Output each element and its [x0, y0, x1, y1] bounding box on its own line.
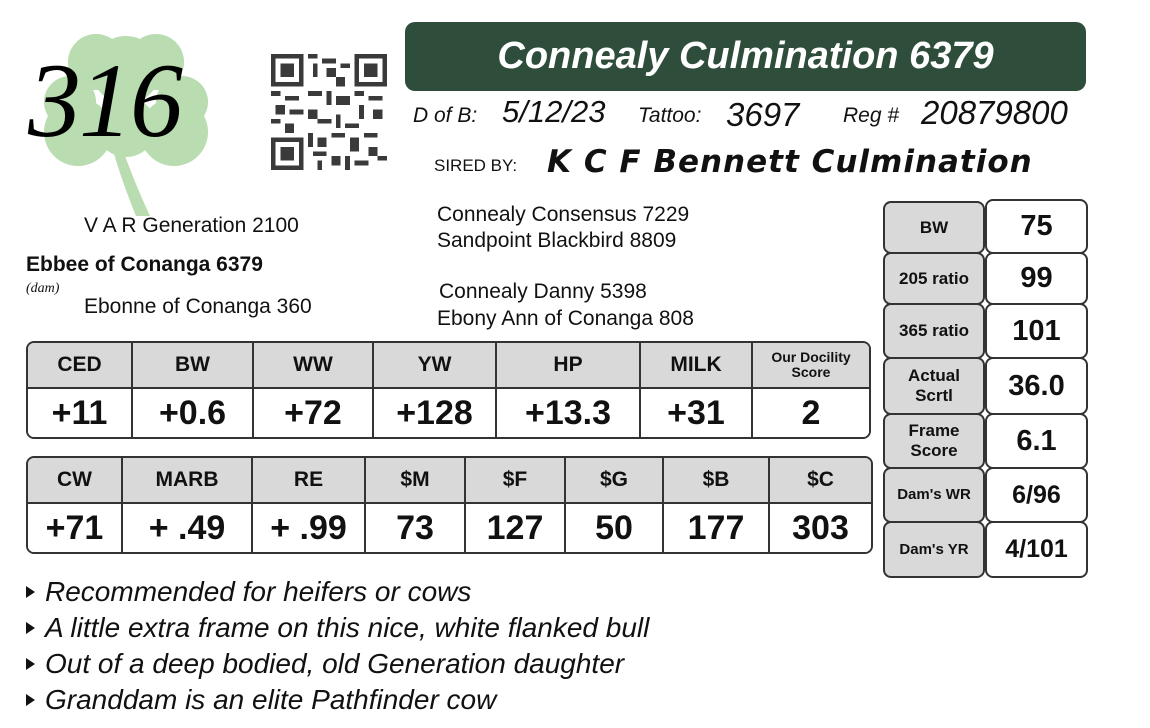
epd-value-b-index: 177: [664, 504, 770, 552]
sire-dam-dam: Ebony Ann of Conanga 808: [437, 307, 694, 330]
animal-name-banner: [405, 22, 1086, 91]
lot-number: 316: [28, 42, 181, 159]
epd-table-2-header: [28, 458, 871, 504]
sire-sire: Connealy Consensus 7229: [437, 203, 690, 226]
dam-name: Ebbee of Conanga 6379: [26, 253, 263, 276]
perf-label-scrotal: Actual Scrtl: [883, 357, 985, 415]
epd-header-c-index: $C: [807, 468, 834, 491]
triangle-bullet-icon: [26, 622, 35, 634]
epd-header-docility: Our Docility Score: [771, 349, 851, 380]
epd-header-m-index: $M: [366, 458, 466, 502]
dob-label: D of B:: [413, 104, 478, 127]
perf-value-205-ratio: 99: [985, 252, 1088, 305]
epd-table-2-values: [28, 504, 871, 552]
sire-dam-sire: Connealy Danny 5398: [439, 280, 647, 303]
dob-value: 5/12/23: [502, 94, 606, 129]
perf-value-dams-yr: 4/101: [985, 521, 1088, 578]
dam-dam: Ebonne of Conanga 360: [84, 295, 312, 318]
note-text: Recommended for heifers or cows: [45, 576, 472, 607]
note-text: A little extra frame on this nice, white flanked bull: [45, 612, 650, 643]
triangle-bullet-icon: [26, 586, 35, 598]
triangle-bullet-icon: [26, 694, 35, 706]
epd-value-m-index: 73: [366, 504, 466, 552]
epd-value-ww: +72: [254, 389, 374, 437]
epd-value-hp: +13.3: [497, 389, 641, 437]
animal-name: Connealy Culmination 6379: [497, 35, 994, 77]
epd-table-1-header: [28, 343, 869, 389]
epd-value-f-index: 127: [466, 504, 566, 552]
sire-name: K C F Bennett Culmination: [547, 144, 1033, 180]
epd-header-g-index: $G: [566, 458, 664, 502]
perf-label-bw: BW: [883, 201, 985, 254]
perf-value-bw: 75: [985, 199, 1088, 254]
reg-label: Reg #: [843, 104, 900, 127]
epd-header-yw: YW: [374, 343, 497, 387]
epd-header-bw: BW: [133, 343, 254, 387]
perf-label-dams-wr: Dam's WR: [883, 467, 985, 523]
sired-by-label: SIRED BY:: [434, 156, 518, 175]
note-item: [26, 684, 496, 716]
epd-header-milk: MILK: [641, 343, 753, 387]
epd-value-docility: 2: [801, 393, 821, 432]
epd-header-cw: CW: [28, 458, 123, 502]
reg-value: 20879800: [921, 94, 1068, 131]
epd-value-milk: +31: [641, 389, 753, 437]
epd-header-hp: HP: [497, 343, 641, 387]
perf-label-dams-yr: Dam's YR: [883, 521, 985, 578]
epd-table-1: [26, 341, 871, 439]
sire-dam: Sandpoint Blackbird 8809: [437, 229, 677, 252]
tattoo-value: 3697: [726, 96, 800, 133]
epd-table-2: [26, 456, 873, 554]
perf-value-frame-score: 6.1: [985, 413, 1088, 469]
perf-label-365-ratio: 365 ratio: [883, 303, 985, 359]
epd-value-bw: +0.6: [133, 389, 254, 437]
perf-label-205-ratio: 205 ratio: [883, 252, 985, 305]
epd-header-f-index: $F: [466, 458, 566, 502]
note-item: [26, 612, 649, 644]
tattoo-label: Tattoo:: [638, 104, 702, 127]
note-item: [26, 576, 471, 608]
epd-value-re: + .99: [253, 504, 366, 552]
epd-table-1-values: [28, 389, 869, 437]
epd-value-marb: + .49: [123, 504, 253, 552]
epd-value-ced: +11: [28, 389, 133, 437]
epd-header-b-index: $B: [664, 458, 770, 502]
triangle-bullet-icon: [26, 658, 35, 670]
perf-value-365-ratio: 101: [985, 303, 1088, 359]
epd-value-cw: +71: [28, 504, 123, 552]
note-item: [26, 648, 624, 680]
epd-header-ww: WW: [254, 343, 374, 387]
epd-header-marb: MARB: [123, 458, 253, 502]
perf-label-frame-score: Frame Score: [883, 413, 985, 469]
epd-value-yw: +128: [374, 389, 497, 437]
epd-header-ced: CED: [28, 343, 133, 387]
epd-header-re: RE: [253, 458, 366, 502]
dam-tag: (dam): [26, 281, 60, 296]
perf-value-scrotal: 36.0: [985, 357, 1088, 415]
dam-sire: V A R Generation 2100: [84, 214, 299, 237]
note-text: Granddam is an elite Pathfinder cow: [45, 684, 497, 715]
epd-value-g-index: 50: [566, 504, 664, 552]
epd-value-c-index: 303: [792, 508, 849, 547]
qr-code-icon[interactable]: [270, 54, 388, 170]
perf-value-dams-wr: 6/96: [985, 467, 1088, 523]
note-text: Out of a deep bodied, old Generation daughter: [45, 648, 625, 679]
